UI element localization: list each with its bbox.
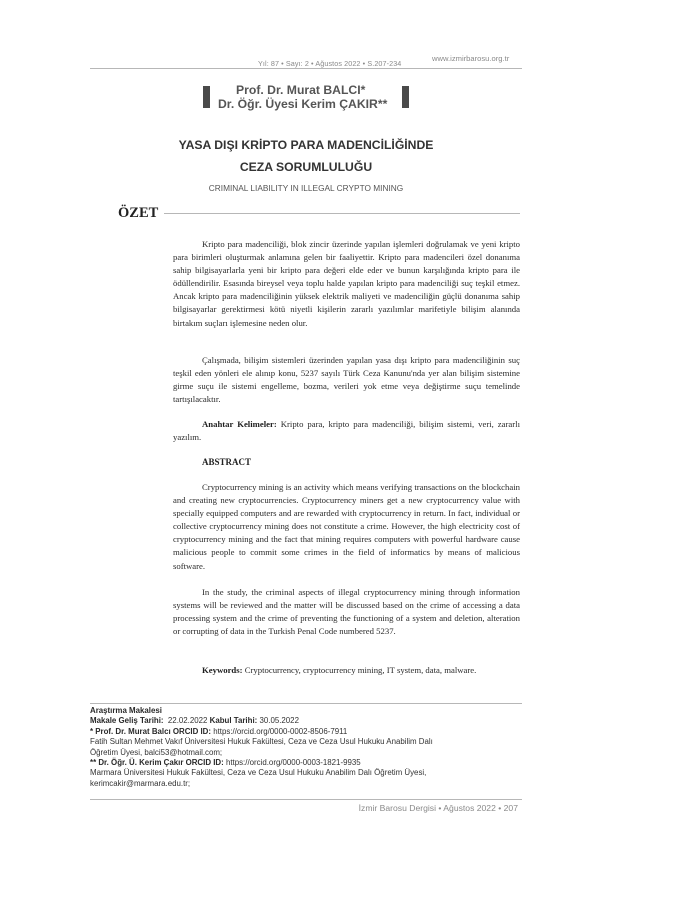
abstract-keywords-label: Keywords: (202, 665, 243, 675)
footnote-rule (90, 703, 522, 704)
author2-orcid-link[interactable]: https://orcid.org/0000-0003-1821-9935 (225, 758, 361, 768)
ozet-rule (164, 213, 520, 214)
footnotes (90, 706, 530, 789)
abstract-keywords (173, 664, 520, 677)
header-rule (90, 68, 522, 69)
author2-affiliation-1: Marmara Üniversitesi Hukuk Fakültesi, Ceza ve Ceza Usul Hukuku Anabilim Dalı Öğretim Üyesi, (90, 768, 427, 778)
author1-affiliation-1: Fatih Sultan Mehmet Vakıf Üniversitesi Hukuk Fakültesi, Ceza ve Ceza Usul Hukuku Anabilim Dalı (90, 737, 433, 747)
article-title-line-1: YASA DIŞI KRİPTO PARA MADENCİLİĞİNDE (178, 138, 434, 152)
author-1: Prof. Dr. Murat BALCI* (236, 83, 366, 97)
accepted-label: Kabul Tarihi: (209, 716, 258, 726)
ozet-keywords (173, 418, 520, 444)
author-2: Dr. Öğr. Üyesi Kerim ÇAKIR** (218, 97, 388, 111)
article-title-line-2: CEZA SORUMLULUĞU (239, 160, 373, 174)
author-bar-right (402, 86, 409, 108)
author2-orcid-label: ** Dr. Öğr. Ü. Kerim Çakır ORCID ID: (90, 758, 224, 768)
received-date: 22.02.2022 (167, 716, 208, 726)
received-label: Makale Geliş Tarihi: (90, 716, 164, 726)
author1-affiliation-2: Öğretim Üyesi, balci53@hotmail.com; (90, 747, 223, 757)
ozet-keywords-text: Kripto para, kripto para madenciliği, bilişim sistemi, veri, zararlı yazılım. (173, 419, 520, 443)
article-title-english: CRIMINAL LIABILITY IN ILLEGAL CRYPTO MINING (208, 183, 404, 193)
abstract-paragraph-2: In the study, the criminal aspects of illegal cryptocurrency mining through information systems will be reviewed and the matter will be discussed based on the crime of accessing a data processing system and the crime of preventing the functioning of a system and deletion, alteration or corrupting of data in the Turkish Penal Code numbered 5237. (173, 587, 520, 637)
article-type: Araştırma Makalesi (90, 706, 162, 715)
ozet-heading: ÖZET (118, 205, 159, 221)
author-bar-left (203, 86, 210, 108)
journal-website[interactable]: www.izmirbarosu.org.tr (432, 54, 510, 63)
ozet-keywords-label: Anahtar Kelimeler: (202, 419, 277, 429)
accepted-date: 30.05.2022 (259, 716, 299, 726)
abstract-paragraph-1: Cryptocurrency mining is an activity which means verifying transactions on the blockchain and creating new cryptocurrencies. Cryptocurrency miners get a new cryptocurrency value with specially equipped computers and are rewarded with cryptocurrency in return. In fact, individual or collective cryptocurrency mining does not constitute a crime. However, the high electricity cost of cryptocurrency mining and the fact that mining requires computers with powerful hardware cause malicious people to commit some crimes in the field of informatics by means of malicious software. (173, 482, 520, 571)
author1-orcid-label: * Prof. Dr. Murat Balcı ORCID ID: (90, 726, 212, 736)
ozet-paragraph-1: Kripto para madenciliği, blok zincir üzerinde yapılan işlemleri doğrulamak ve yeni kripto para birimleri oluşturmak anlamına gelen bir faaliyettir. Kripto para madencileri özel donanıma sahip bilgisayarlarla yeni bir kripto para değeri elde eder ve bunun karşılığında kripto para ile ödüllendirilir. Esasında bireysel veya toplu halde yapılan kripto para madenciliği suç teşkil etmez. Ancak kripto para madenciliğinin yüksek elektrik maliyeti ve madenciliğin güçlü donanıma sahip bilgisayarlar gerektirmesi kötü niyetli kişilerin zararlı yazılımlar marifetiyle bilişim alanında birtakım suçları işlemesine neden olur. (173, 239, 520, 328)
abstract-keywords-text: Cryptocurrency, cryptocurrency mining, IT system, data, malware. (244, 665, 477, 675)
abstract-heading: ABSTRACT (202, 457, 252, 467)
author2-affiliation-2: kerimcakir@marmara.edu.tr; (90, 778, 191, 788)
author1-orcid-link[interactable]: https://orcid.org/0000-0002-8506-7911 (213, 726, 348, 736)
page-footer: İzmir Barosu Dergisi • Ağustos 2022 • 207 (358, 803, 518, 813)
issue-meta: Yıl: 87 • Sayı: 2 • Ağustos 2022 • S.207-234 (258, 59, 402, 68)
ozet-paragraph-2: Çalışmada, bilişim sistemleri üzerinden yapılan yasa dışı kripto para madenciliğinin suç teşkil eden yönleri ele alınıp konu, 5237 sayılı Türk Ceza Kanunu'nda yer alan bilişim sistemine girme suçu ile sistemi engelleme, bozma, verileri yok etme veya değiştirme suçu temelinde tartışılacaktır. (173, 355, 520, 405)
footer-rule (90, 799, 522, 800)
